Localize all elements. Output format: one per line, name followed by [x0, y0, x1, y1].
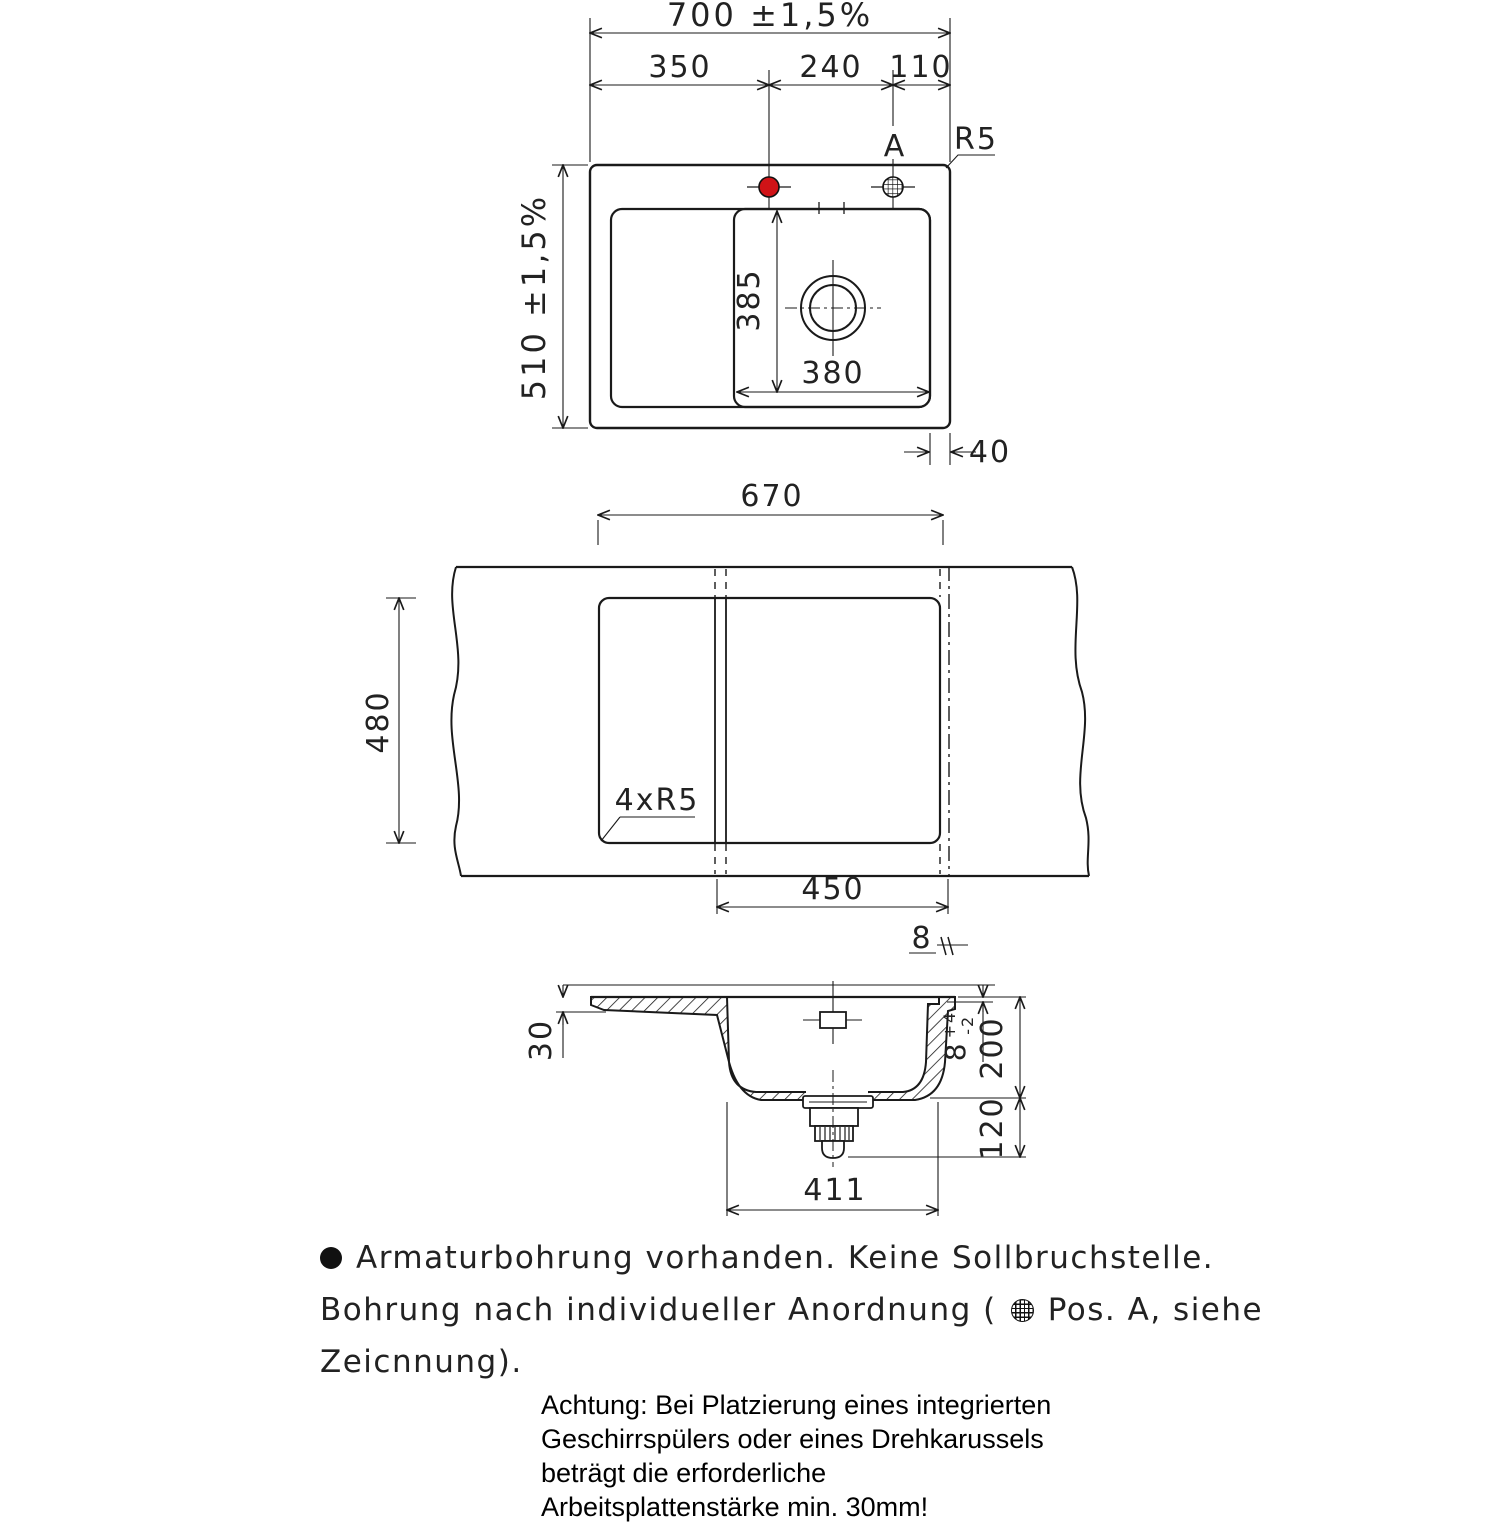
section-view [524, 981, 1026, 1216]
note1-line1: Armaturbohrung vorhanden. Keine Sollbruchstelle. [356, 1240, 1215, 1276]
note-achtung [541, 1388, 1081, 1524]
tap-hole-marker [759, 177, 779, 197]
filled-circle-icon [320, 1247, 342, 1269]
dim-drainer-depth: 30 [524, 1018, 559, 1062]
note2-line1: Achtung: Bei Platzierung eines integrierten [541, 1390, 1052, 1420]
crosshatched-circle-icon [1011, 1299, 1034, 1322]
dim-overall-height: 510 ±1,5% [515, 193, 553, 401]
cutout-corner-note: 4xR5 [614, 783, 700, 818]
dim-bowl-width: 380 [801, 356, 865, 391]
dim-seg-110: 110 [889, 50, 953, 85]
note2-line2: Geschirrspülers oder eines Drehkarussels [541, 1424, 1044, 1454]
dim-cutout-width: 670 [740, 479, 804, 514]
dim-bowl-bottom-width: 411 [803, 1173, 867, 1208]
dim-cutout-height: 480 [361, 690, 396, 754]
hole-a-label: A [883, 129, 907, 164]
dim-seg-350: 350 [648, 50, 712, 85]
note1-line2b: Pos. A, siehe [1047, 1292, 1264, 1328]
note2-line3: beträgt die erforderliche [541, 1458, 827, 1488]
dim-bowl-height: 385 [732, 268, 767, 332]
drain-assembly [803, 1096, 873, 1158]
cutout-view [361, 479, 1089, 956]
note1-line3: Zeicnnung). [320, 1344, 523, 1380]
dim-drain-depth: 120 [975, 1096, 1010, 1160]
dim-lip-tolerance: $8^{+4}-2$ [939, 1010, 977, 1062]
dim-bowl-depth: 200 [975, 1016, 1010, 1080]
note1-line2a: Bohrung nach individueller Anordnung ( [320, 1292, 997, 1328]
corner-radius-label: R5 [954, 122, 998, 157]
note2-line4: Arbeitsplattenstärke min. 30mm! [541, 1492, 929, 1522]
top-view [515, 0, 1011, 470]
dim-edge-offset: 40 [968, 435, 1012, 470]
sink-section-body [591, 997, 955, 1100]
optional-hole-A-marker [883, 177, 903, 197]
dim-cabinet-width: 450 [801, 872, 865, 907]
dim-seg-240: 240 [799, 50, 863, 85]
note-armaturbohrung [320, 1232, 1264, 1388]
dim-edge-gap: 8 [911, 921, 933, 956]
dim-overall-width: 700 ±1,5% [666, 0, 874, 34]
